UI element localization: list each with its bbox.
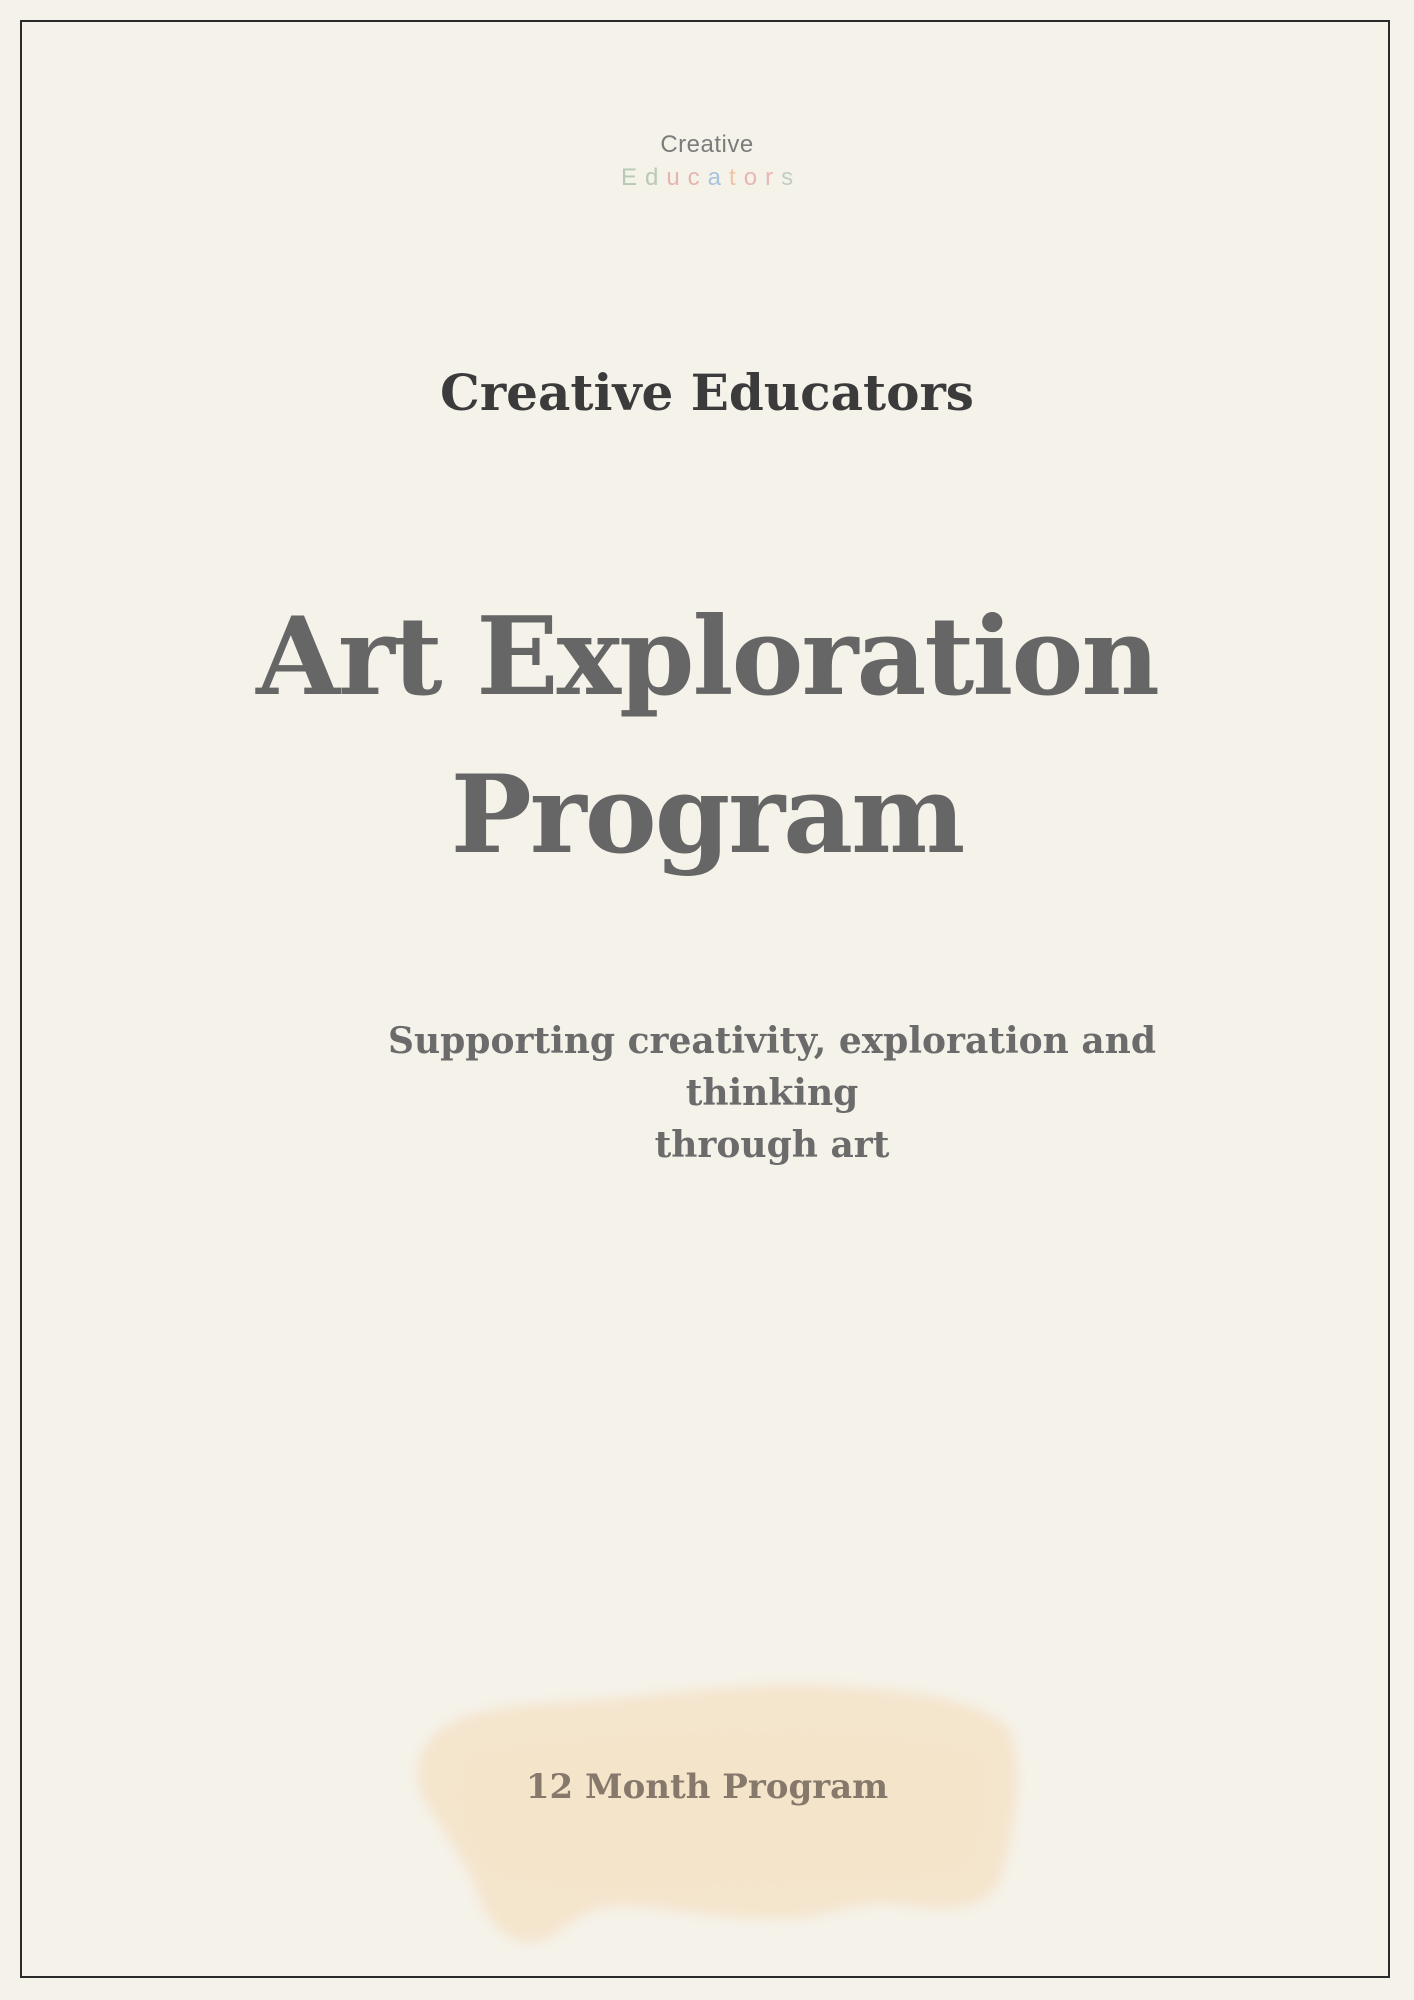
logo-word-creative: Creative <box>660 131 754 158</box>
logo-letter: o <box>743 164 766 191</box>
logo-letter: t <box>729 164 744 191</box>
program-title <box>0 578 1414 894</box>
logo-letter: d <box>644 164 667 191</box>
logo-letter: s <box>781 164 802 191</box>
logo-word-educators <box>0 162 1414 194</box>
program-title-line-1: Art Exploration <box>256 594 1158 720</box>
logo-letter: u <box>666 164 688 191</box>
program-subtitle-line-2: through art <box>654 1124 890 1166</box>
program-title-line-2: Program <box>450 752 964 878</box>
brand-logo <box>0 130 1414 194</box>
organization-name: Creative Educators <box>440 363 974 422</box>
logo-letter: a <box>707 164 730 191</box>
logo-letter: E <box>620 164 645 191</box>
program-subtitle-line-1: Supporting creativity, exploration and thinking <box>387 1020 1157 1114</box>
program-duration-label: 12 Month Program <box>525 1767 889 1807</box>
program-subtitle <box>340 1015 1204 1171</box>
logo-letter: r <box>765 164 782 191</box>
logo-letter: c <box>687 164 708 191</box>
